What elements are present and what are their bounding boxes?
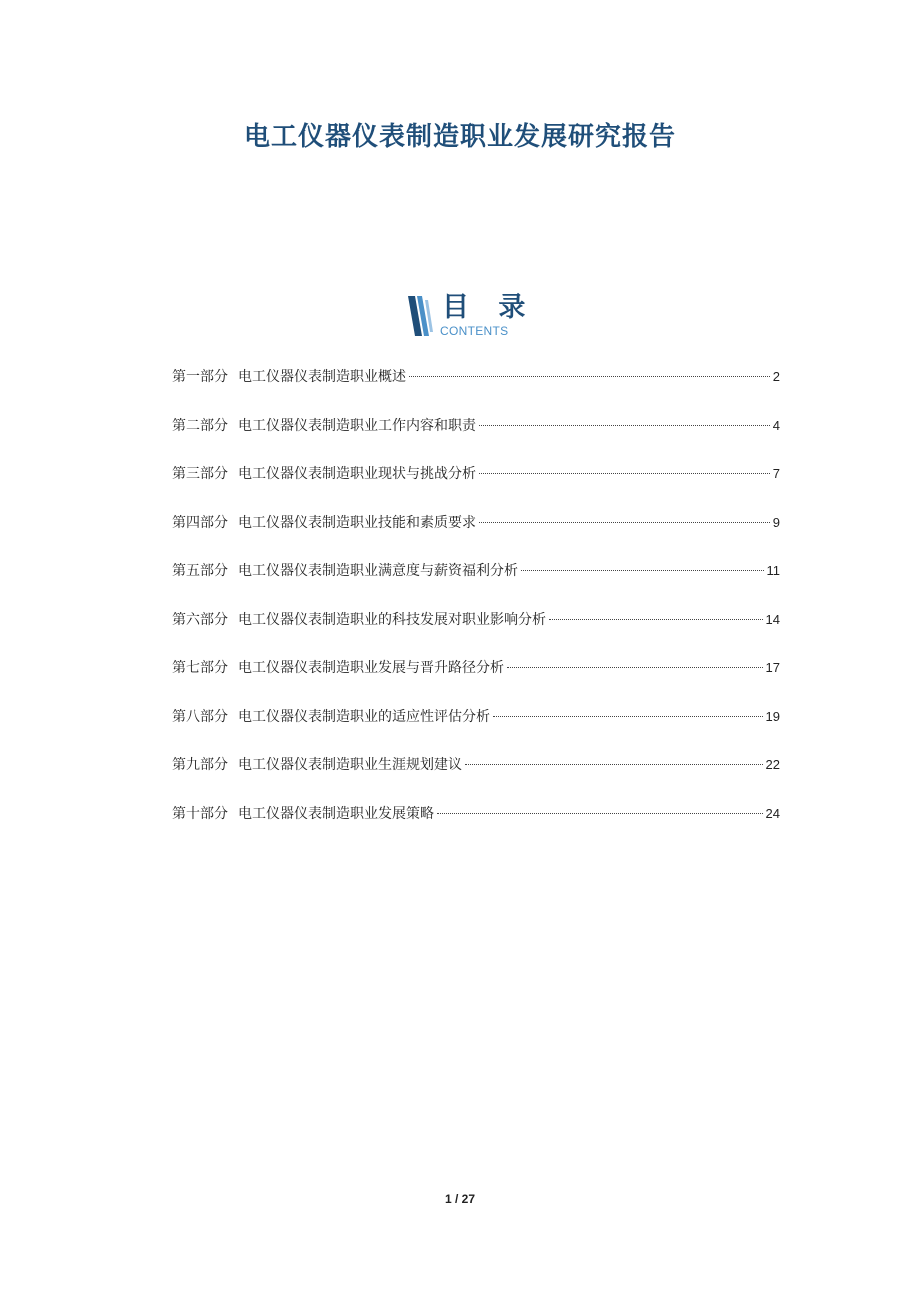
toc-item-10[interactable]	[172, 803, 780, 852]
toc-leader-dots	[465, 764, 763, 765]
toc-item-9[interactable]	[172, 754, 780, 803]
toc-entry-title: 电工仪器仪表制造职业的科技发展对职业影响分析	[238, 611, 546, 628]
toc-part-label: 第二部分	[172, 417, 228, 434]
toc-leader-dots	[437, 813, 763, 814]
toc-header	[406, 292, 536, 340]
toc-page-number: 22	[765, 757, 780, 772]
toc-entry-title: 电工仪器仪表制造职业生涯规划建议	[238, 757, 462, 773]
toc-page-number: 4	[772, 417, 780, 433]
toc-page-number: 14	[765, 611, 780, 627]
toc-item-7[interactable]	[172, 657, 780, 706]
toc-item-4[interactable]	[172, 512, 780, 561]
toc-item-8[interactable]	[172, 706, 780, 755]
document-title: 电工仪器仪表制造职业发展研究报告	[243, 122, 676, 152]
toc-item-3[interactable]	[172, 463, 780, 512]
toc-leader-dots	[479, 425, 770, 426]
toc-part-label: 第三部分	[172, 466, 228, 482]
toc-item-5[interactable]	[172, 560, 780, 609]
toc-item-6[interactable]	[172, 609, 780, 658]
toc-item-2[interactable]	[172, 415, 780, 464]
toc-title: 目 录	[442, 292, 536, 323]
toc-entry-title: 电工仪器仪表制造职业发展策略	[238, 805, 434, 822]
toc-page-number: 2	[772, 369, 780, 384]
toc-entry-title: 电工仪器仪表制造职业概述	[238, 369, 406, 385]
toc-part-label: 第六部分	[172, 611, 228, 628]
toc-leader-dots	[507, 667, 763, 668]
toc-page-number: 24	[765, 805, 780, 821]
toc-leader-dots	[479, 522, 770, 523]
toc-page-number: 11	[766, 563, 780, 578]
page-indicator: 1 / 27	[444, 1192, 476, 1206]
toc-part-label: 第一部分	[172, 369, 228, 385]
toc-leader-dots	[549, 619, 763, 620]
toc-entry-title: 电工仪器仪表制造职业工作内容和职责	[238, 417, 476, 434]
toc-leader-dots	[479, 473, 770, 474]
toc-entry-title: 电工仪器仪表制造职业技能和素质要求	[238, 514, 476, 531]
toc-leader-dots	[493, 716, 763, 717]
toc-page-number: 17	[765, 660, 780, 675]
toc-list	[172, 366, 780, 851]
toc-page-number: 9	[772, 514, 780, 530]
toc-leader-dots	[409, 376, 770, 377]
toc-item-1[interactable]	[172, 366, 780, 415]
toc-page-number: 19	[765, 708, 780, 724]
toc-subtitle: CONTENTS	[440, 324, 509, 338]
toc-part-label: 第八部分	[172, 708, 228, 725]
toc-page-number: 7	[772, 466, 780, 481]
toc-part-label: 第九部分	[172, 757, 228, 773]
toc-entry-title: 电工仪器仪表制造职业满意度与薪资福利分析	[238, 563, 518, 579]
toc-part-label: 第七部分	[172, 660, 228, 676]
toc-entry-title: 电工仪器仪表制造职业现状与挑战分析	[238, 466, 476, 482]
toc-leader-dots	[521, 570, 764, 571]
toc-entry-title: 电工仪器仪表制造职业的适应性评估分析	[238, 708, 490, 725]
toc-part-label: 第四部分	[172, 514, 228, 531]
toc-part-label: 第十部分	[172, 805, 228, 822]
toc-part-label: 第五部分	[172, 563, 228, 579]
toc-entry-title: 电工仪器仪表制造职业发展与晋升路径分析	[238, 660, 504, 676]
book-spine-icon	[406, 294, 434, 338]
